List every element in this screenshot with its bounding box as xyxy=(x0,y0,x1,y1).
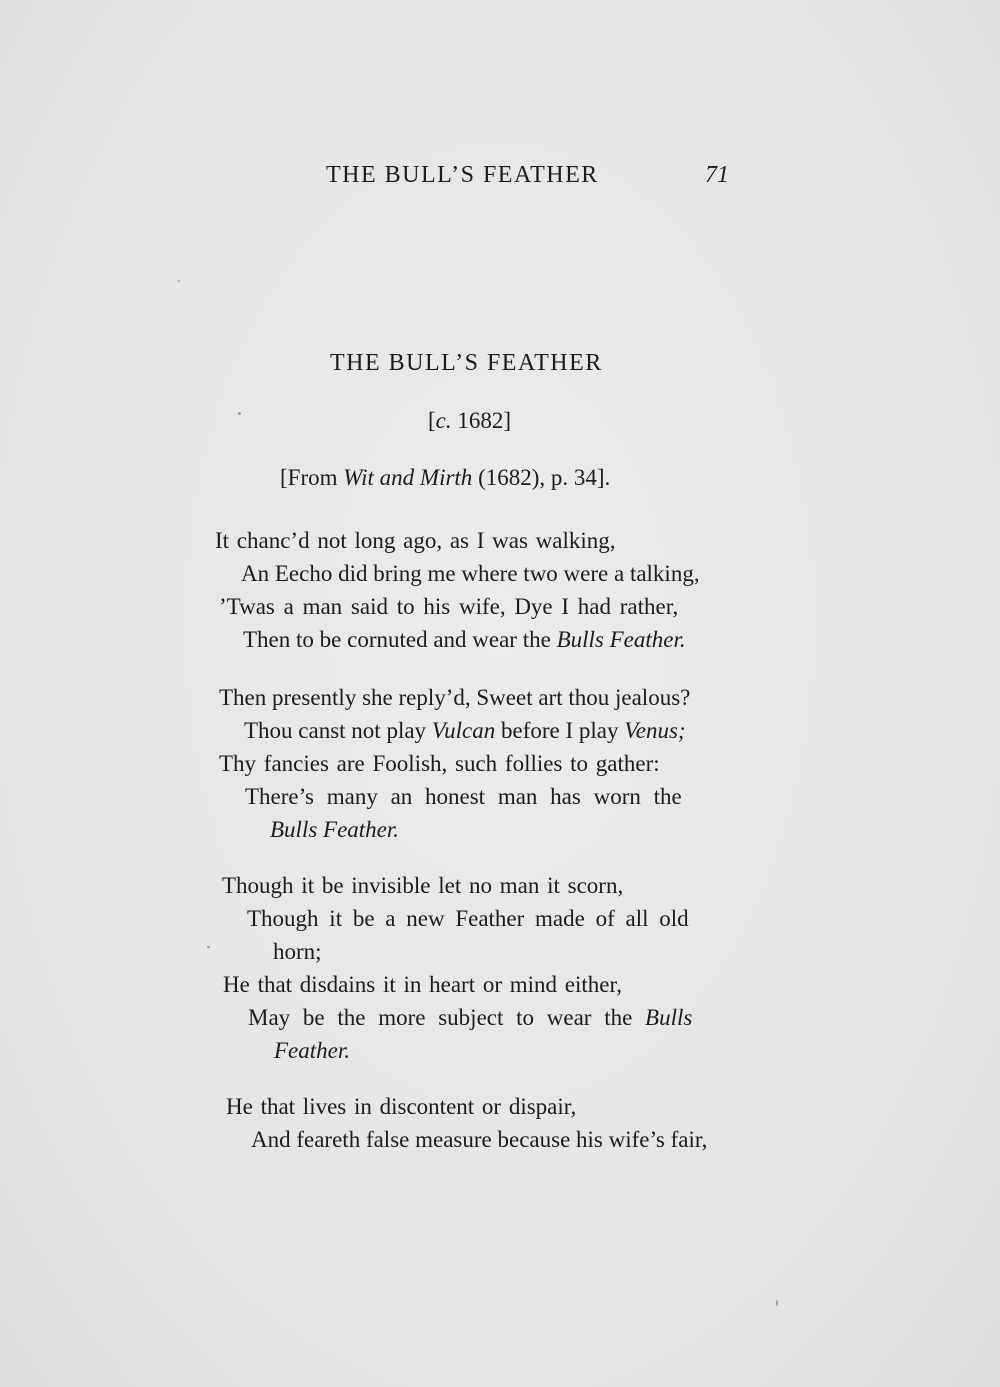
poem-line: Then presently she reply’d, Sweet art thou jealous? xyxy=(219,685,691,710)
poem-line: It chanc’d not long ago, as I was walking, xyxy=(215,528,616,553)
line-text: Then to be cornuted and wear the xyxy=(243,627,557,652)
line-italic: Bulls Feather. xyxy=(556,627,686,652)
line-text: May be the more subject to wear the xyxy=(248,1005,646,1030)
line-italic: Feather. xyxy=(274,1038,351,1063)
line-italic: Vulcan xyxy=(431,718,496,743)
date-circa: c. xyxy=(435,408,452,433)
poem-line: Though it be invisible let no man it scorn, xyxy=(222,873,624,898)
poem-line: ’Twas a man said to his wife, Dye I had rather, xyxy=(219,594,679,619)
page-number: 71 xyxy=(705,162,729,188)
poem-line: Thy fancies are Foolish, such follies to gather: xyxy=(219,751,660,776)
poem-line xyxy=(244,718,686,744)
poem-line xyxy=(248,1005,692,1031)
source-work: Wit and Mirth xyxy=(343,465,473,490)
line-text: Thou canst not play xyxy=(244,718,432,743)
poem-line: horn; xyxy=(273,939,322,964)
poem-line xyxy=(274,1038,350,1064)
source-prefix: [From xyxy=(280,465,344,490)
paper-speck xyxy=(178,280,180,282)
paper-speck xyxy=(238,412,241,415)
paper-speck xyxy=(776,1300,778,1306)
date-open-bracket: [ xyxy=(428,408,436,433)
poem-line: He that disdains it in heart or mind either, xyxy=(223,972,622,997)
poem-line: Though it be a new Feather made of all old xyxy=(247,906,689,931)
line-italic: Bulls Feather. xyxy=(270,817,400,842)
line-italic: Venus; xyxy=(624,718,686,743)
poem-line: And feareth false measure because his wife’s fair, xyxy=(251,1127,708,1152)
poem-line xyxy=(243,627,686,653)
poem-date xyxy=(428,408,511,434)
date-year: 1682] xyxy=(451,408,512,433)
source-suffix: (1682), p. 34]. xyxy=(472,465,611,490)
poem-source xyxy=(280,465,610,491)
paper-speck xyxy=(207,946,210,948)
line-italic: Bulls xyxy=(645,1005,693,1030)
running-head-title: THE BULL’S FEATHER xyxy=(326,162,599,188)
poem-line: There’s many an honest man has worn the xyxy=(245,784,682,809)
line-text: before I play xyxy=(495,718,625,743)
poem-line: He that lives in discontent or dispair, xyxy=(226,1094,577,1119)
poem-line xyxy=(270,817,399,843)
poem-title: THE BULL’S FEATHER xyxy=(330,350,603,376)
poem-line: An Eecho did bring me where two were a talking, xyxy=(241,561,700,586)
